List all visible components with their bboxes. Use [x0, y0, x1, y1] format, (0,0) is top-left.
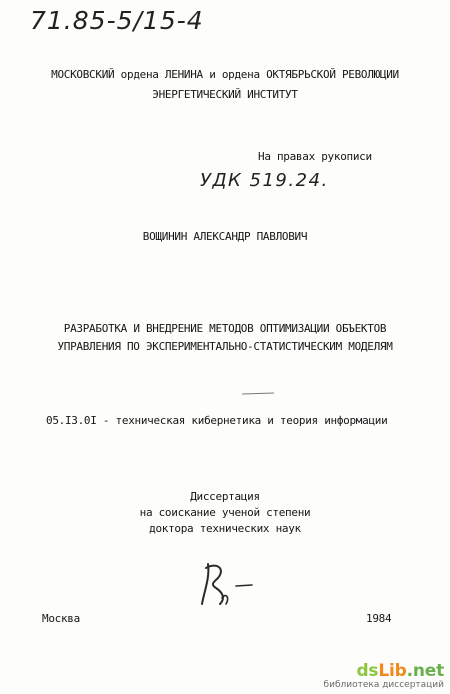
specialty-code: 05.I3.0I - техническая кибернетика и теория информации: [46, 414, 388, 427]
dissertation-title-line-2: УПРАВЛЕНИЯ ПО ЭКСПЕРИМЕНТАЛЬНО-СТАТИСТИЧЕСКИМ МОДЕЛЯМ: [57, 340, 393, 353]
handwritten-catalog-number: 71.85-5/15-4: [30, 6, 204, 35]
manuscript-note: На правах рукописи: [258, 150, 372, 163]
degree-line-1: Диссертация: [190, 490, 260, 503]
dslib-watermark: [324, 662, 444, 690]
dslib-logo-ds: ds: [356, 661, 379, 681]
degree-line-2: на соискание ученой степени: [139, 506, 311, 519]
dslib-tagline: библиотека диссертаций: [323, 680, 444, 690]
author-name: ВОЩИНИН АЛЕКСАНДР ПАВЛОВИЧ: [142, 230, 308, 243]
dslib-logo-net: .net: [406, 661, 444, 681]
dslib-logo: [324, 662, 444, 680]
dissertation-title-line-1: РАЗРАБОТКА И ВНЕДРЕНИЕ МЕТОДОВ ОПТИМИЗАЦИИ ОБЪЕКТОВ: [63, 322, 387, 335]
degree-line-3: доктора технических наук: [149, 522, 301, 535]
year: 1984: [366, 612, 392, 625]
city: Москва: [42, 612, 80, 625]
institution-line-2: ЭНЕРГЕТИЧЕСКИЙ ИНСТИТУТ: [152, 88, 298, 101]
institution-line-1: МОСКОВСКИЙ ордена ЛЕНИНА и ордена ОКТЯБРЬСКОЙ РЕВОЛЮЦИИ: [51, 68, 399, 81]
handwritten-signature: [196, 558, 256, 610]
pencil-mark: [240, 388, 280, 398]
dslib-logo-lib: Lib: [378, 661, 407, 681]
udc-handwritten: УДК 519.24.: [200, 170, 329, 191]
